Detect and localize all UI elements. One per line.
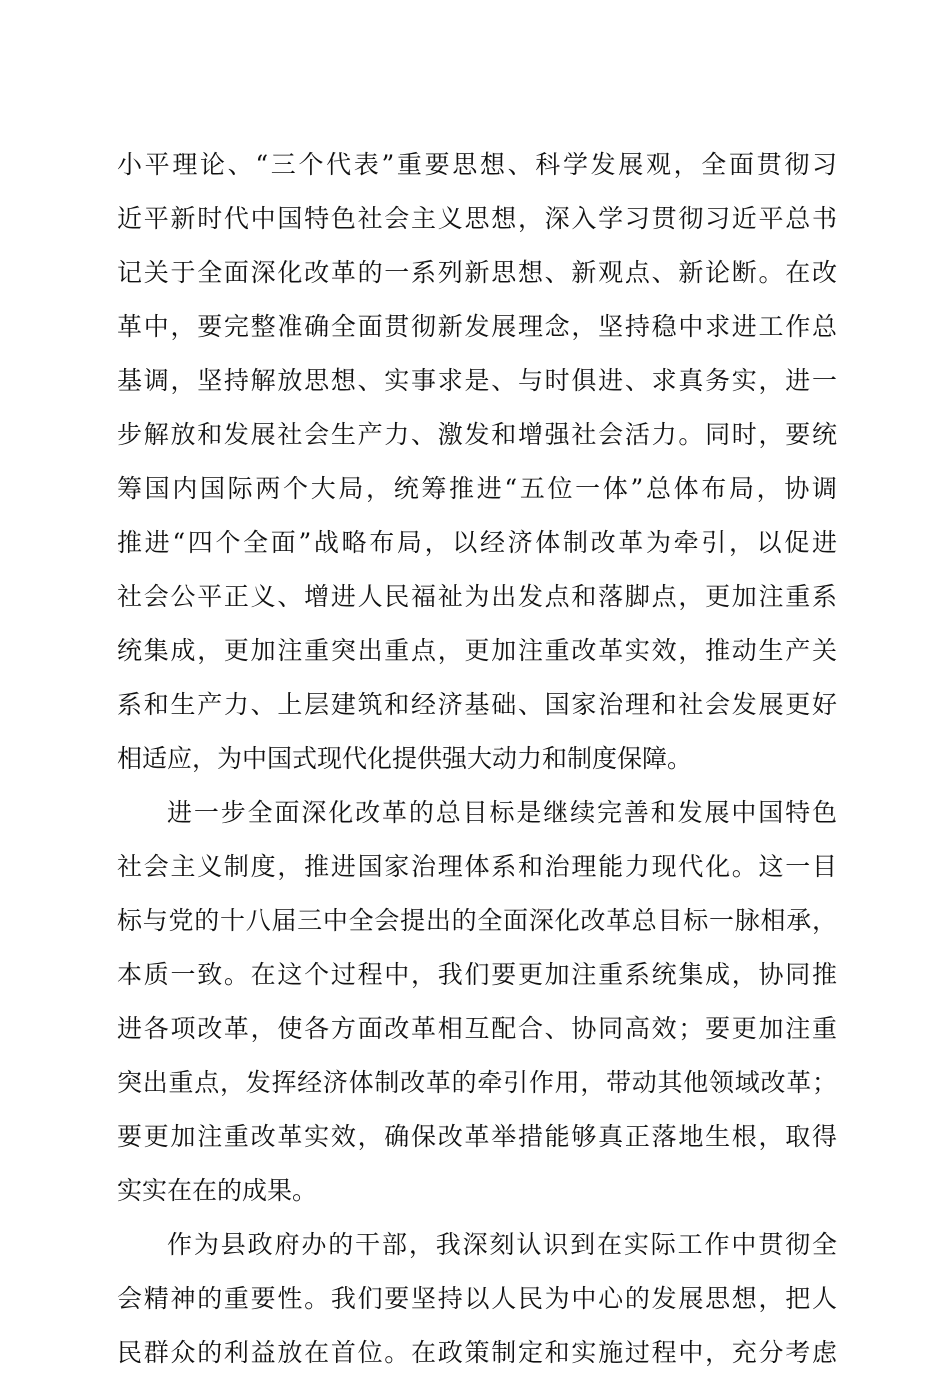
- paragraph-1-line-9: 社会公平正义、增进人民福祉为出发点和落脚点，更加注重系: [117, 582, 837, 611]
- paragraph-2-line-6: 突出重点，发挥经济体制改革的牵引作用，带动其他领域改革；: [117, 1068, 837, 1097]
- paragraph-1-line-4: 革中，要完整准确全面贯彻新发展理念，坚持稳中求进工作总: [117, 312, 837, 341]
- paragraph-1-line-10: 统集成，更加注重突出重点，更加注重改革实效，推动生产关: [117, 636, 837, 665]
- paragraph-1-line-8: 推进“四个全面”战略布局，以经济体制改革为牵引，以促进: [117, 528, 837, 557]
- paragraph-1-line-7: 筹国内国际两个大局，统筹推进“五位一体”总体布局，协调: [117, 474, 837, 503]
- paragraph-2-line-5: 进各项改革，使各方面改革相互配合、协同高效；要更加注重: [117, 1014, 837, 1043]
- paragraph-1-line-12: 相适应，为中国式现代化提供强大动力和制度保障。: [117, 744, 693, 773]
- paragraph-1-line-5: 基调，坚持解放思想、实事求是、与时俱进、求真务实，进一: [117, 366, 837, 395]
- paragraph-3-line-1: 作为县政府办的干部，我深刻认识到在实际工作中贯彻全: [167, 1230, 837, 1259]
- paragraph-2-line-2: 社会主义制度，推进国家治理体系和治理能力现代化。这一目: [117, 852, 837, 881]
- paragraph-2-line-4: 本质一致。在这个过程中，我们要更加注重系统集成，协同推: [117, 960, 837, 989]
- paragraph-2-line-7: 要更加注重改革实效，确保改革举措能够真正落地生根，取得: [117, 1122, 837, 1151]
- paragraph-3-line-3: 民群众的利益放在首位。在政策制定和实施过程中，充分考虑: [117, 1338, 837, 1367]
- paragraph-1-line-6: 步解放和发展社会生产力、激发和增强社会活力。同时，要统: [117, 420, 837, 449]
- paragraph-2-line-3: 标与党的十八届三中全会提出的全面深化改革总目标一脉相承，: [117, 906, 837, 935]
- paragraph-1-line-2: 近平新时代中国特色社会主义思想，深入学习贯彻习近平总书: [117, 204, 837, 233]
- paragraph-1-line-1: 小平理论、“三个代表”重要思想、科学发展观，全面贯彻习: [117, 150, 837, 179]
- paragraph-1-line-11: 系和生产力、上层建筑和经济基础、国家治理和社会发展更好: [117, 690, 837, 719]
- body-text: [117, 138, 837, 1380]
- paragraph-3-line-2: 会精神的重要性。我们要坚持以人民为中心的发展思想，把人: [117, 1284, 837, 1313]
- paragraph-2-line-8: 实实在在的成果。: [117, 1176, 318, 1205]
- paragraph-1-line-3: 记关于全面深化改革的一系列新思想、新观点、新论断。在改: [117, 258, 837, 287]
- paragraph-2-line-1: 进一步全面深化改革的总目标是继续完善和发展中国特色: [167, 798, 837, 827]
